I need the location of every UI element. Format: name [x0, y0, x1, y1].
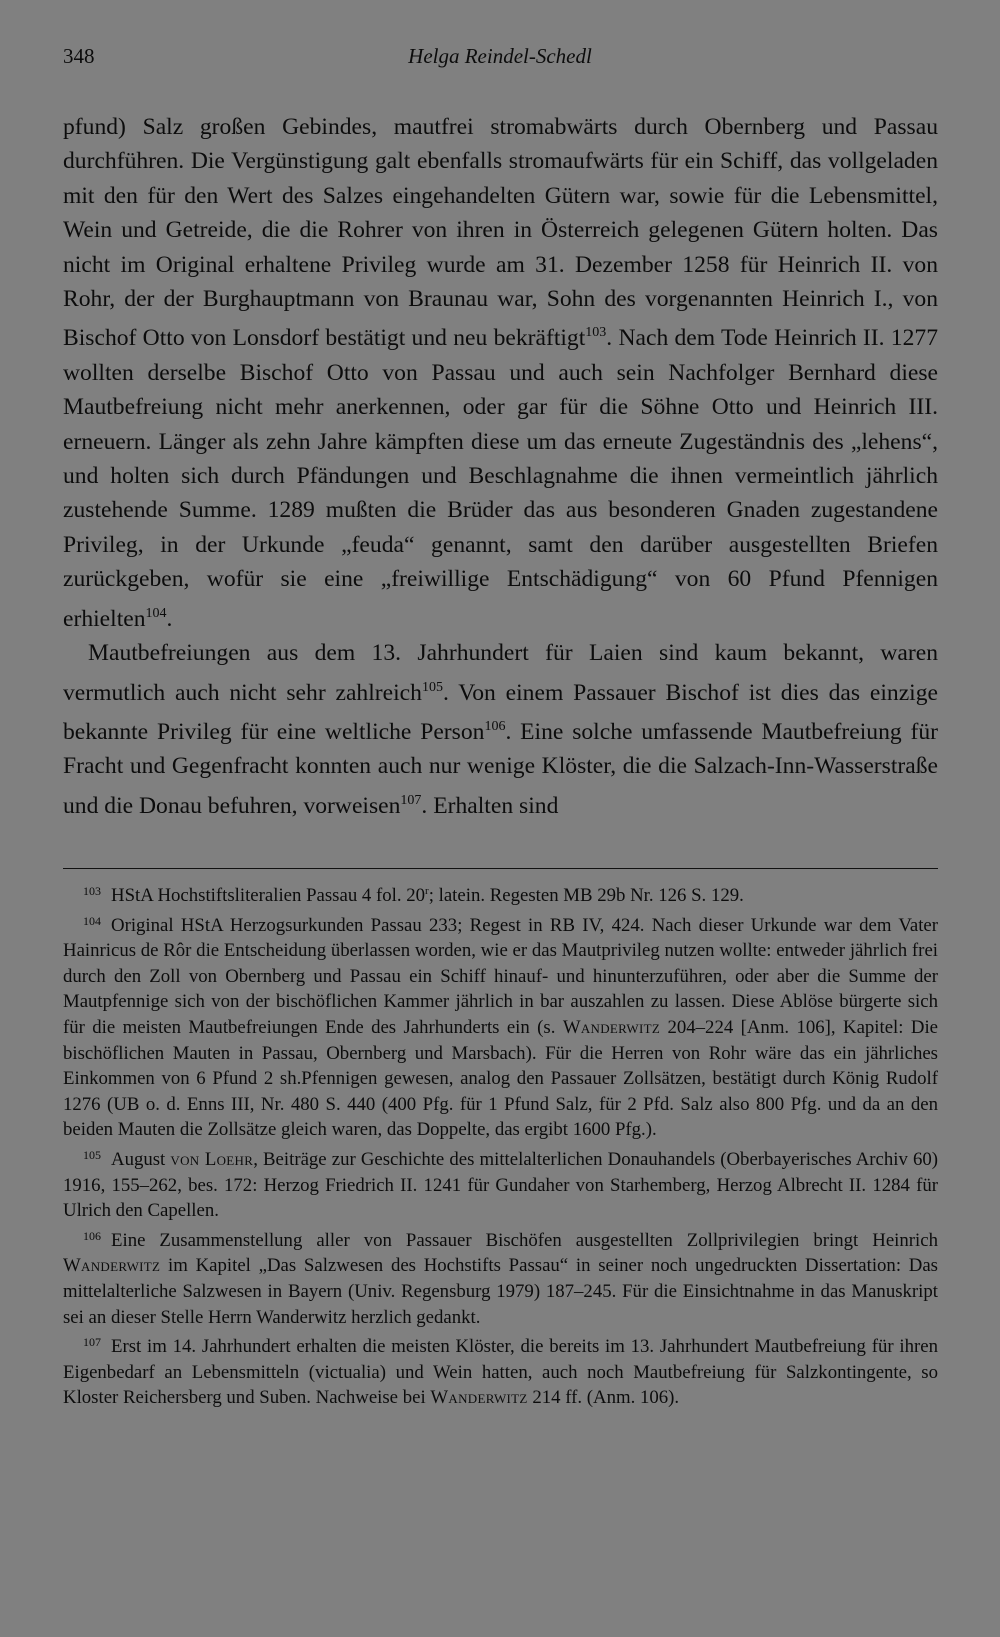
- footnote-text: Eine Zusammenstellung aller von Passauer Bischöfen ausgestellten Zollprivilegien bringt Heinrich: [111, 1229, 938, 1251]
- author-name: Wanderwitz: [430, 1387, 528, 1409]
- author-name: von Loehr: [170, 1148, 254, 1170]
- text-run: Mautbefreiungen aus dem 13. Jahrhundert für Laien sind kaum bekannt, waren vermutlich auch nicht sehr zahlreich: [63, 640, 938, 706]
- footnote-ref: 104: [145, 605, 167, 621]
- footnote-text: 204–224 [Anm. 106], Kapitel: Die bischöflichen Mauten in Passau, Obernberg und Marsbach). Für die Herren von Rohr wäre das ein jährliches Einkommen von 6 Pfund 2 sh.Pfennigen gewesen, analog den Passauer Zollsätzen, bestätigt durch König Rudolf 1276 (UB o. d. Enns III, Nr. 480 S. 440 (400 Pfg. für 1 Pfund Salz, für 2 Pfd. Salz also 800 Pfg. und da an den beiden Mauten die Zollsätze gleich waren, das Doppelte, das ergibt 1600 Pfg.).: [63, 1016, 938, 1141]
- footnote-104: [63, 909, 938, 1143]
- footnote-ref: 103: [585, 325, 607, 341]
- footnote-107: [63, 1330, 938, 1411]
- author-name: Wanderwitz: [63, 1255, 161, 1277]
- footnote-divider: [63, 868, 938, 869]
- text-run: . Eine solche umfassende Mautbefreiung für Fracht und Gegenfracht konnten auch nur wenige Klöster, die die Salzach-Inn-Wasserstraße und die Donau befuhren, vorweisen: [63, 718, 938, 819]
- footnote-text: Erst im 14. Jahrhundert erhalten die meisten Klöster, die bereits im 13. Jahrhundert Mautbefreiung für ihren Eigenbedarf an Lebensmitteln (victualia) und Wein hatten, auch noch Mautbefreiung für Salzkontingente, so Kloster Reichersberg und Suben. Nachweise bei: [63, 1336, 938, 1409]
- footnote-ref: 105: [421, 679, 443, 695]
- footnote-number: 106: [83, 1228, 101, 1243]
- footnote-text: im Kapitel „Das Salzwesen des Hochstifts Passau“ in seiner noch ungedruckten Dissertation: Das mittelalterliche Salzwesen in Bayern (Univ. Regensburg 1979) 187–245. Für die Einsichtnahme in das Manuskript sei an dieser Stelle Herrn Wanderwitz herzlich gedankt.: [63, 1255, 938, 1328]
- text-run: . Von einem Passauer Bischof ist dies das einzige bekannte Privileg für eine weltliche Person: [63, 679, 939, 745]
- paragraph: [63, 636, 938, 823]
- superscript: r: [425, 885, 429, 897]
- paragraph: [63, 110, 938, 636]
- footnote-ref: 107: [400, 792, 422, 808]
- footnote-ref: 106: [484, 718, 506, 734]
- footnote-text: , Beiträge zur Geschichte des mittelalterlichen Donauhandels (Oberbayerisches Archiv 60) 1916, 155–262, bes. 172: Herzog Friedrich II. 1241 für Gundaher von Starhemberg, Herzog Albrecht II. 1284 für Ulrich den Capellen.: [63, 1148, 938, 1222]
- footnote-103: [63, 879, 938, 909]
- footnote-number: 104: [83, 913, 101, 928]
- footnotes: [63, 879, 938, 1411]
- footnote-text: ; latein. Regesten MB 29b Nr. 126 S. 129.: [428, 885, 744, 906]
- footnote-text: Original HStA Herzogsurkunden Passau 233; Regest in RB IV, 424. Nach dieser Urkunde war dem Vater Hainricus de Rôr die Entscheidung überlassen worden, wie er das Mautprivileg nutzen wollte: entweder jährlich frei durch den Zoll von Obernberg und Passau ein Schiff hinauf- und hinunterzuführen, oder aber die Summe der Mautpfennige sich von der bischöflichen Kammer jährlich in bar auszahlen zu lassen. Diese Ablöse bürgerte sich für die meisten Mautbefreiungen Ende des Jahrhunderts ein (s.: [63, 914, 938, 1038]
- footnote-106: [63, 1224, 938, 1330]
- footnote-105: [63, 1143, 938, 1224]
- page-header: [63, 44, 937, 78]
- page-number: 348: [63, 44, 95, 68]
- footnote-number: 107: [83, 1335, 101, 1350]
- text-run: . Erhalten sind: [421, 792, 559, 819]
- text-run: .: [166, 605, 173, 632]
- author-name: Wanderwitz: [562, 1016, 661, 1038]
- running-head: Helga Reindel-Schedl: [408, 44, 592, 68]
- main-text: [63, 110, 938, 823]
- text-run: . Nach dem Tode Heinrich II. 1277 wollten derselbe Bischof Otto von Passau und auch sein Nachfolger Bernhard diese Mautbefreiung nicht mehr anerkennen, oder gar für die Söhne Otto und Heinrich III. erneuern. Länger als zehn Jahre kämpften diese um das erneute Zugeständnis des „lehens“, und holten sich durch Pfändungen und Beschlagnahme die ihnen vermeintlich jährlich zustehende Summe. 1289 mußten die Brüder das aus besonderen Gnaden zugestandene Privileg, in der Urkunde „feuda“ genannt, samt den darüber ausgestellten Briefen zurückgeben, wofür sie eine „freiwillige Entschädigung“ von 60 Pfund Pfennigen erhielten: [63, 325, 938, 632]
- text-run: pfund) Salz großen Gebindes, mautfrei stromabwärts durch Obernberg und Passau durchführen. Die Vergünstigung galt ebenfalls stromaufwärts für ein Schiff, das vollgeladen mit den für den Wert des Salzes eingehandelten Gütern war, sowie für die Lebensmittel, Wein und Getreide, die die Rohrer von ihren in Österreich gelegenen Gütern holten. Das nicht im Original erhaltene Privileg wurde am 31. Dezember 1258 für Heinrich II. von Rohr, der der Burghauptmann von Braunau war, Sohn des vorgenannten Heinrich I., von Bischof Otto von Lonsdorf bestätigt und neu bekräftigt: [63, 114, 938, 352]
- footnote-text: August: [111, 1148, 171, 1170]
- footnote-text: HStA Hochstiftsliteralien Passau 4 fol. 20: [111, 885, 426, 906]
- footnote-number: 103: [83, 884, 101, 898]
- footnote-number: 105: [83, 1147, 101, 1162]
- footnote-text: 214 ff. (Anm. 106).: [527, 1387, 680, 1409]
